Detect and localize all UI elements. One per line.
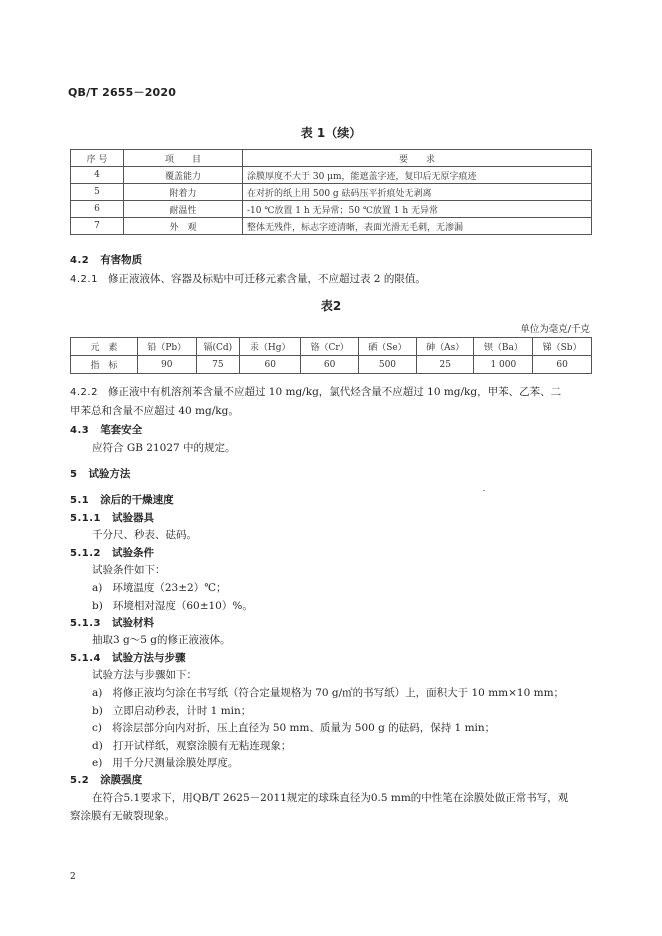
section-title: 试验器具	[111, 512, 154, 524]
table2-cell: 500	[358, 356, 416, 374]
section-5-2-line1: 在符合5.1要求下，用QB/T 2625－2011规定的球珠直径为0.5 mm的中性笔在涂膜处做正常书写，观	[92, 792, 569, 804]
section-5-1-3-text: 抽取3 g～5 g的修正液液体。	[92, 634, 231, 646]
section-4-2-2-line2: 甲苯总和含量不应超过 40 mg/kg。	[70, 405, 239, 417]
list-item-text: 打开试样纸，观察涂膜有无粘连现象；	[112, 740, 292, 752]
table2-cell: 60	[301, 356, 359, 374]
section-5-1-1-heading	[70, 510, 154, 525]
table-row	[71, 167, 592, 184]
table2-header-cell: 锑（Sb）	[533, 338, 592, 356]
section-title: 有害物质	[100, 254, 143, 266]
list-item	[92, 720, 495, 735]
table2-header-cell: 硒（Se）	[358, 338, 416, 356]
table2-header-cell: 铅（Pb）	[138, 338, 197, 356]
table2-cell: 75	[196, 356, 240, 374]
section-number: 5.1.2	[70, 548, 101, 559]
section-text: 修正液中有机溶剂苯含量不应超过 10 mg/kg，氯代烃含量不应超过 10 mg/kg，甲苯、乙苯、二	[107, 386, 562, 398]
table2-cell: 60	[240, 356, 301, 374]
section-4-3-text: 应符合 GB 21027 中的规定。	[92, 442, 236, 454]
section-title: 试验材料	[111, 617, 154, 629]
table1-cell: 整体无残件，标志字迹清晰，表面光滑无毛刺，无渗漏	[243, 218, 592, 235]
list-item-label: a)	[92, 687, 103, 699]
table2-cell: 25	[416, 356, 474, 374]
section-number: 5.1.4	[70, 653, 101, 664]
table2-header-cell: 铬（Cr）	[301, 338, 359, 356]
table2-caption: 表2	[320, 299, 342, 313]
section-5-2-heading	[70, 772, 142, 787]
section-text: 修正液液体、容器及标贴中可迁移元素含量，不应超过表 2 的限值。	[107, 273, 426, 285]
table1-cell: 外 观	[124, 218, 243, 235]
table1-header-cell: 要 求	[243, 150, 592, 167]
table1-cell: 6	[71, 201, 124, 218]
section-title: 涂膜强度	[100, 774, 143, 786]
table2-cell: 90	[138, 356, 197, 374]
table2-header-cell: 镉(Cd)	[196, 338, 240, 356]
section-4-2-1	[70, 271, 426, 286]
section-5-1-1-text: 千分尺、秒表、砝码。	[92, 529, 197, 541]
list-item-text: 环境温度（23±2）℃；	[112, 582, 227, 594]
section-5-1-heading	[70, 492, 174, 507]
section-5-1-4-heading	[70, 650, 185, 665]
table1-cell: 7	[71, 218, 124, 235]
table1-header-cell: 项 目	[124, 150, 243, 167]
table1-header-cell: 序 号	[71, 150, 124, 167]
section-5-1-2-heading	[70, 545, 154, 560]
section-4-2-heading	[70, 252, 142, 267]
section-number: 4.2.2	[70, 387, 98, 398]
section-number: 5.1.3	[70, 618, 101, 629]
section-number: 4.2.1	[70, 274, 98, 285]
table2-header-cell: 钡（Ba）	[474, 338, 533, 356]
list-item-text: 将涂层部分向内对折，压上直径为 50 mm、质量为 500 g 的砝码，保持 1 min；	[112, 722, 496, 734]
section-title: 试验方法	[88, 468, 131, 480]
list-item	[92, 755, 238, 770]
table1-cell: -10 ℃放置 1 h 无异常；50 ℃放置 1 h 无异常	[243, 201, 592, 218]
table1-cell: 在对折的纸上用 500 g 砝码压平折痕处无剥离	[243, 184, 592, 201]
section-title: 涂后的干燥速度	[100, 494, 174, 506]
list-item-label: b)	[92, 600, 103, 612]
section-title: 笔套安全	[100, 424, 143, 436]
section-4-2-2-line1	[70, 384, 561, 399]
section-5-1-3-heading	[70, 615, 154, 630]
list-item-label: b)	[92, 705, 103, 717]
list-item	[92, 738, 291, 753]
section-title: 试验方法与步骤	[111, 652, 186, 664]
section-5-1-4-intro: 试验方法与步骤如下：	[92, 669, 197, 681]
table2-cell: 1 000	[474, 356, 533, 374]
section-number: 4.2	[70, 255, 90, 266]
list-item-label: a)	[92, 582, 103, 594]
scan-speck	[483, 490, 485, 491]
table1-cell: 耐温性	[124, 201, 243, 218]
list-item	[92, 685, 564, 700]
list-item-text: 环境相对湿度（60±10）%。	[112, 600, 253, 612]
section-title: 试验条件	[111, 547, 154, 559]
list-item-label: d)	[92, 740, 103, 752]
list-item	[92, 598, 253, 613]
list-item-text: 用千分尺测量涂膜处厚度。	[112, 757, 239, 769]
section-number: 5.1	[70, 495, 90, 506]
section-number: 5.1.1	[70, 513, 101, 524]
section-5-1-2-intro: 试验条件如下：	[92, 564, 166, 576]
table2-cell: 指 标	[71, 356, 138, 374]
table1-header-row	[71, 150, 592, 167]
table2	[70, 337, 592, 374]
table-row	[71, 218, 592, 235]
table2-header-cell: 汞（Hg）	[240, 338, 301, 356]
list-item	[92, 703, 251, 718]
table1-caption: 表 1（续）	[300, 126, 362, 140]
section-number: 4.3	[70, 425, 90, 436]
list-item	[92, 580, 226, 595]
table2-unit: 单位为毫克/千克	[520, 324, 590, 335]
list-item-text: 立即启动秒表，计时 1 min；	[112, 705, 252, 717]
section-number: 5.2	[70, 775, 90, 786]
table1-cell: 涂膜厚度不大于 30 μm，能遮盖字迹，复印后无原字痕迹	[243, 167, 592, 184]
table2-header-row	[71, 338, 592, 356]
table-row	[71, 201, 592, 218]
table1-cell: 5	[71, 184, 124, 201]
table-row	[71, 356, 592, 374]
table1-cell: 附着力	[124, 184, 243, 201]
table2-cell: 60	[533, 356, 592, 374]
section-number: 5	[70, 469, 78, 480]
list-item-label: e)	[92, 757, 103, 769]
table1-cell: 4	[71, 167, 124, 184]
table-row	[71, 184, 592, 201]
section-4-3-heading	[70, 422, 142, 437]
table2-header-cell: 砷（As）	[416, 338, 474, 356]
section-5-2-line2: 察涂膜有无破裂现象。	[70, 810, 175, 822]
list-item-label: c)	[92, 722, 102, 734]
list-item-text: 将修正液均匀涂在书写纸（符合定量规格为 70 g/㎡的书写纸）上，面积大于 10 mm×10 mm；	[112, 687, 565, 699]
table2-header-cell: 元 素	[71, 338, 138, 356]
page-number: 2	[70, 872, 76, 882]
table1	[70, 149, 592, 235]
standard-code: QB/T 2655－2020	[68, 86, 177, 99]
table1-cell: 覆盖能力	[124, 167, 243, 184]
section-5-heading	[70, 466, 130, 481]
